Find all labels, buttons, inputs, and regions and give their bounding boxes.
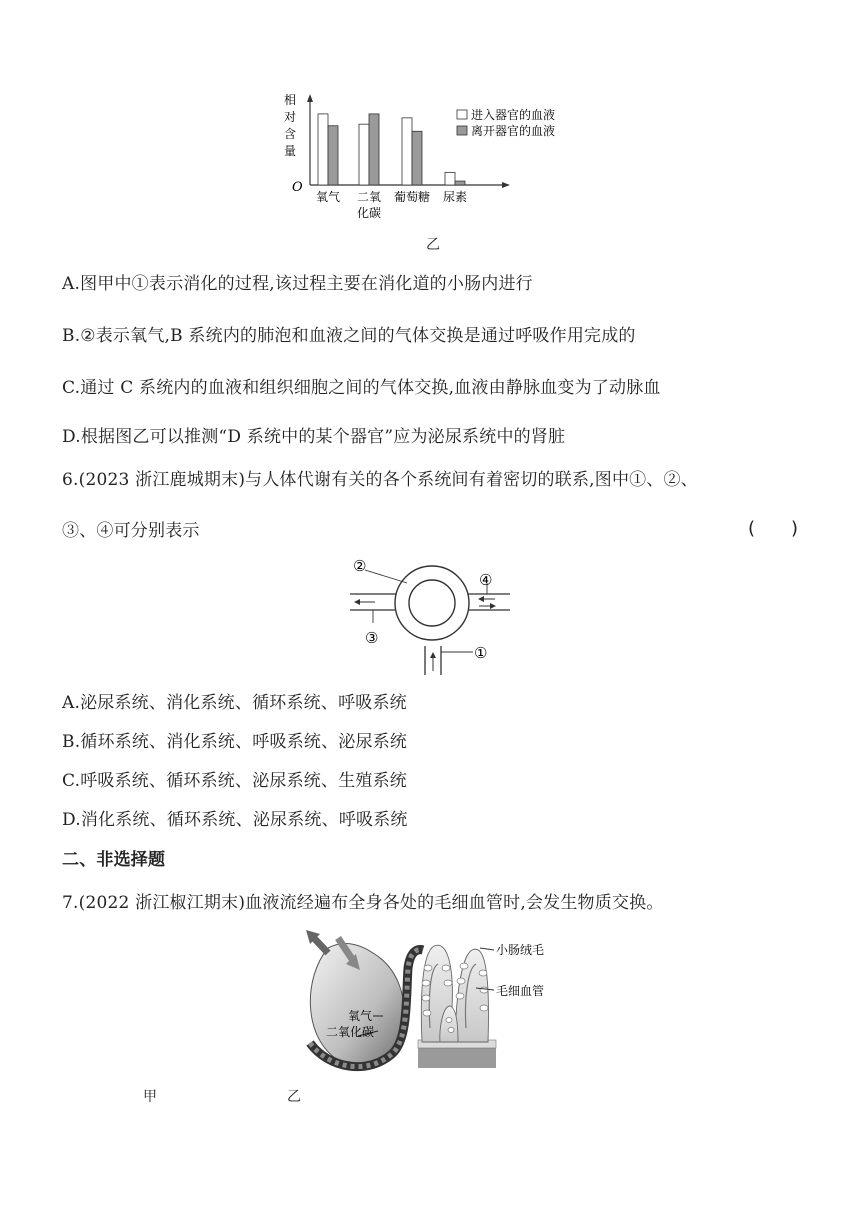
- bar-in-0: [318, 114, 328, 185]
- q5-option-d: D.根据图乙可以推测“D 系统中的某个器官”应为泌尿系统中的肾脏: [62, 427, 566, 447]
- bar-out-0: [328, 126, 338, 185]
- capillary-label: 毛细血管: [496, 984, 545, 998]
- bar-out-2: [412, 131, 422, 185]
- oxygen-label: 氧气: [348, 1009, 373, 1023]
- x-tick-label: 尿素: [442, 190, 468, 204]
- x-tick-label: 化碳: [356, 206, 382, 220]
- x-tick-label: 葡萄糖: [393, 190, 431, 204]
- y-axis-label-char: 对: [284, 110, 297, 124]
- chart-caption: 乙: [426, 237, 440, 253]
- caption-jia: 甲: [143, 1089, 157, 1105]
- q7-stem: 7.(2022 浙江椒江期末)血液流经遍布全身各处的毛细血管时,会发生物质交换。: [62, 893, 664, 913]
- q6-option-d: D.消化系统、循环系统、泌尿系统、呼吸系统: [62, 810, 408, 830]
- bar-in-2: [402, 118, 412, 185]
- y-axis-label-char: 含: [284, 127, 297, 141]
- bar-out-1: [369, 114, 379, 185]
- co2-label: 二氧化碳: [326, 1025, 375, 1039]
- x-tick-label: 二氧: [356, 190, 382, 204]
- q5-option-b: B.②表示氧气,B 系统内的肺泡和血液之间的气体交换是通过呼吸作用完成的: [62, 326, 636, 346]
- q6-stem-line1: 6.(2023 浙江鹿城期末)与人体代谢有关的各个系统间有着密切的联系,图中①、②、: [62, 470, 698, 490]
- bar-out-3: [455, 181, 465, 185]
- origin-label: O: [292, 180, 303, 195]
- bar-chart: [270, 88, 610, 223]
- y-axis-label-char: 量: [284, 144, 297, 158]
- legend-label-1: 离开器官的血液: [471, 124, 556, 138]
- q5-option-c: C.通过 C 系统内的血液和组织细胞之间的气体交换,血液由静脉血变为了动脉血: [62, 378, 661, 398]
- q6-option-b: B.循环系统、消化系统、呼吸系统、泌尿系统: [62, 732, 408, 752]
- x-axis-arrow: [502, 182, 510, 188]
- q6-option-a: A.泌尿系统、消化系统、循环系统、呼吸系统: [62, 693, 407, 713]
- legend-swatch-1: [457, 126, 467, 135]
- legend-swatch-0: [457, 110, 467, 119]
- legend-label-0: 进入器官的血液: [471, 108, 556, 122]
- label-1: ①: [474, 644, 488, 662]
- answer-paren: ( ): [748, 518, 799, 539]
- caption-yi: 乙: [287, 1089, 301, 1105]
- circulation-diagram: [345, 553, 515, 675]
- bar-in-1: [359, 124, 369, 185]
- y-axis-arrow: [307, 94, 313, 102]
- label-3: ③: [365, 629, 379, 647]
- villi-label: 小肠绒毛: [496, 943, 545, 957]
- alveolus-villus-illustration: [298, 928, 608, 1078]
- label-2: ②: [353, 557, 367, 575]
- x-tick-label: 氧气: [315, 190, 341, 204]
- q6-option-c: C.呼吸系统、循环系统、泌尿系统、生殖系统: [62, 771, 408, 791]
- q6-stem-line2: ③、④可分别表示: [62, 521, 200, 541]
- section-title: 二、非选择题: [62, 850, 166, 870]
- y-axis-label-char: 相: [284, 93, 297, 107]
- bar-in-3: [445, 172, 455, 185]
- label-4: ④: [479, 571, 493, 589]
- q5-option-a: A.图甲中①表示消化的过程,该过程主要在消化道的小肠内进行: [62, 274, 533, 294]
